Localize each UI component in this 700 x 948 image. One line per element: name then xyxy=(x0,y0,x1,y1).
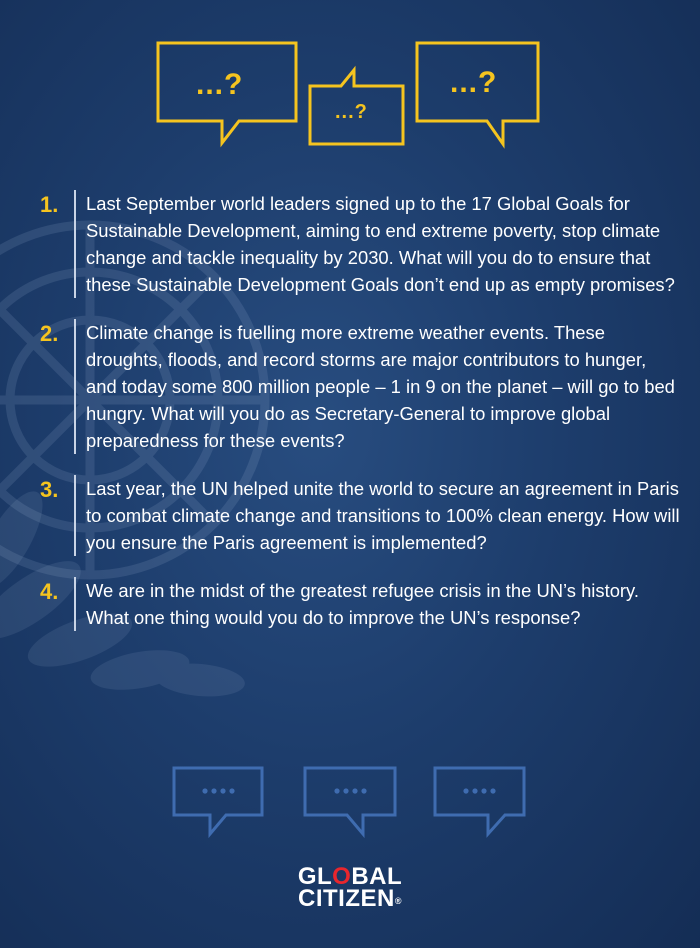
logo-line-2: CITIZEN xyxy=(298,885,395,912)
registered-mark: ® xyxy=(394,896,402,906)
question-item xyxy=(40,190,680,298)
logo-red-o: O xyxy=(332,863,352,890)
bottom-middle-bubble-icon xyxy=(305,768,395,834)
question-number: 2. xyxy=(40,321,59,346)
question-item xyxy=(40,577,680,631)
questions-list xyxy=(40,190,680,652)
question-text: Last year, the UN helped unite the world to secure an agreement in Paris to combat climate change and transitions to 100% clean energy. How will you ensure the Paris agreement is implemented? xyxy=(74,475,680,556)
question-text: Last September world leaders signed up to the 17 Global Goals for Sustainable Development, aiming to end extreme poverty, stop climate change and tackle inequality by 2030. What will you do to ensure that these Sustainable Development Goals don’t end up as empty promises? xyxy=(74,190,680,298)
left-bubble-text: ...? xyxy=(196,68,244,101)
right-bubble-text: ...? xyxy=(450,66,498,99)
question-number: 4. xyxy=(40,579,59,604)
bottom-right-bubble-icon xyxy=(435,768,524,834)
question-number: 3. xyxy=(40,477,59,502)
question-item xyxy=(40,475,680,556)
global-citizen-logo xyxy=(0,863,700,912)
question-text: Climate change is fuelling more extreme weather events. These droughts, floods, and record storms are major contributors to hunger, and today some 800 million people – 1 in 9 on the planet – will go to bed hungry. What will you do as Secretary-General to improve global preparedness for these events? xyxy=(74,319,680,454)
bottom-speech-bubbles xyxy=(0,760,700,840)
question-text: We are in the midst of the greatest refugee crisis in the UN’s history. What one thing would you do to improve the UN’s response? xyxy=(74,577,680,631)
bottom-left-bubble-icon xyxy=(174,768,262,834)
middle-bubble-text: ...? xyxy=(335,101,368,123)
question-item xyxy=(40,319,680,454)
top-speech-bubbles xyxy=(0,0,700,170)
logo-line-1: GLOBAL xyxy=(297,863,403,890)
question-number: 1. xyxy=(40,192,59,217)
